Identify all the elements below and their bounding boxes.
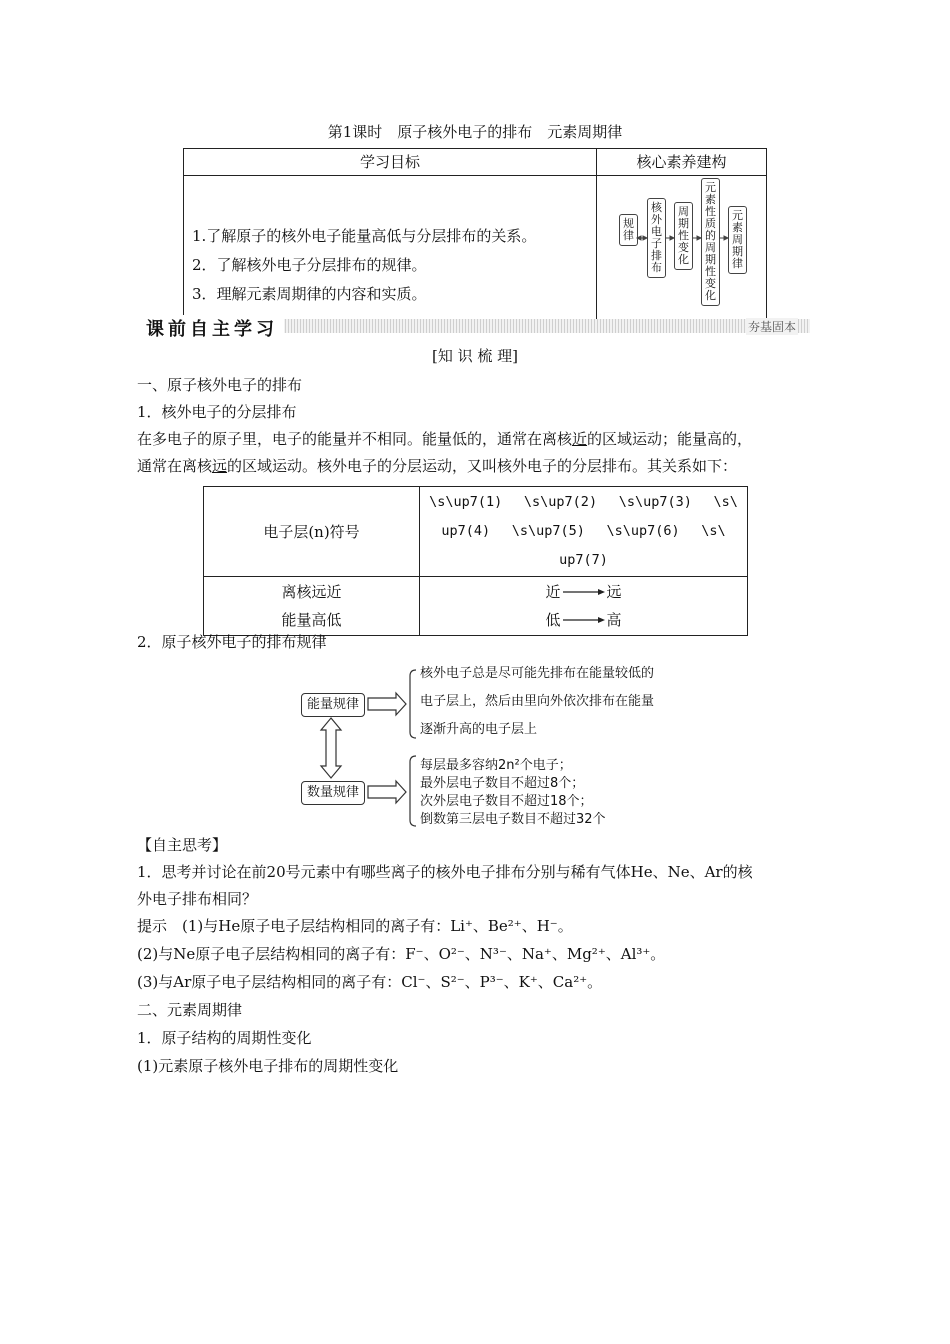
fill-blank-near: 近 [572,430,588,448]
count-rule-line: 最外层电子数目不超过8个； [420,776,585,791]
heading-1: 一、原子核外电子的排布 [137,376,303,394]
banner-stripe [276,319,810,333]
hint-line: (2)与Ne原子电子层结构相同的离子有：F⁻、O²⁻、N³⁻、Na⁺、Mg²⁺、Al³⁺。 [137,945,666,963]
objectives-table [183,148,767,327]
section-banner [136,315,810,340]
concept-map-node: 周期性变化 [674,202,693,270]
shell-property-labels: 离核远近 能量高低 [204,577,420,636]
goals-cell [184,176,597,327]
energy-rule-line: 核外电子总是尽可能先排布在能量较低的 [420,666,655,681]
concept-map-node: 规律 [619,214,638,246]
concept-map-node: 元素周期律 [728,206,747,274]
paragraph-line: 在多电子的原子里，电子的能量并不相同。能量低的，通常在离核近的区域运动；能量高的， [137,430,753,448]
goal-item: 1.了解原子的核外电子能量高低与分层排布的关系。 [192,227,537,245]
goal-item: 2．了解核外电子分层排布的规律。 [192,256,427,274]
count-rule-line: 每层最多容纳2n²个电子； [420,758,572,773]
heading-2-1: 1．原子结构的周期性变化 [137,1029,312,1047]
rules-diagram [298,660,658,830]
hint-line: (3)与Ar原子电子层结构相同的离子有：Cl⁻、S²⁻、P³⁻、K⁺、Ca²⁺。 [137,973,603,991]
heading-2-1-1: (1)元素原子核外电子排布的周期性变化 [137,1057,399,1075]
knowledge-heading: [知 识 梳 理] [431,347,518,365]
concept-map-arrows [597,176,767,306]
shell-table [203,486,748,636]
count-rule-line: 次外层电子数目不超过18个； [420,794,593,809]
banner-label: 课前自主学习 [136,315,284,341]
energy-rule-line: 电子层上，然后由里向外依次排布在能量 [420,694,655,709]
goal-item: 3．理解元素周期律的内容和实质。 [192,285,427,303]
hint-line: 提示 (1)与He原子电子层结构相同的离子有：Li⁺、Be²⁺、H⁻。 [137,917,573,935]
goals-header: 学习目标 [184,149,597,176]
shell-symbol-label: 电子层(n)符号 [204,487,420,577]
energy-rule-box: 能量规律 [301,693,365,717]
fill-blank-far: 远 [212,457,228,475]
heading-1-2: 2．原子核外电子的排布规律 [137,633,327,651]
concept-map-node: 元素性质的周期性变化 [701,178,720,306]
shell-property-values [420,577,748,636]
right-arrow-icon [561,587,607,597]
distance-trend: 近 远 [545,583,622,601]
count-rule-box: 数量规律 [301,781,365,805]
question-line: 1．思考并讨论在前20号元素中有哪些离子的核外电子排布分别与稀有气体He、Ne、Ar的核 [137,863,753,881]
concept-map-node: 核外电子排布 [647,198,666,278]
shell-symbol-values: \s\up7(1) \s\up7(2) \s\up7(3) \s\ up7(4) \s\up7(5) \s\up7(6) \s\ up7(7) [420,487,748,577]
self-think-heading: 【自主思考】 [137,836,228,854]
paragraph-line: 通常在离核远的区域运动。核外电子的分层运动，又叫核外电子的分层排布。其关系如下： [137,457,738,475]
count-rule-line: 倒数第三层电子数目不超过32个 [420,812,606,827]
banner-right-label: 夯基固本 [747,320,796,334]
heading-1-1: 1．核外电子的分层排布 [137,403,297,421]
energy-trend: 低 高 [545,611,622,629]
energy-rule-line: 逐渐升高的电子层上 [420,722,538,737]
right-arrow-icon [561,615,607,625]
heading-2: 二、元素周期律 [137,1001,243,1019]
question-line: 外电子排布相同？ [137,890,258,908]
concept-map-cell [597,176,767,327]
page-title: 第1课时 原子核外电子的排布 元素周期律 [327,123,623,141]
core-header: 核心素养建构 [597,149,767,176]
